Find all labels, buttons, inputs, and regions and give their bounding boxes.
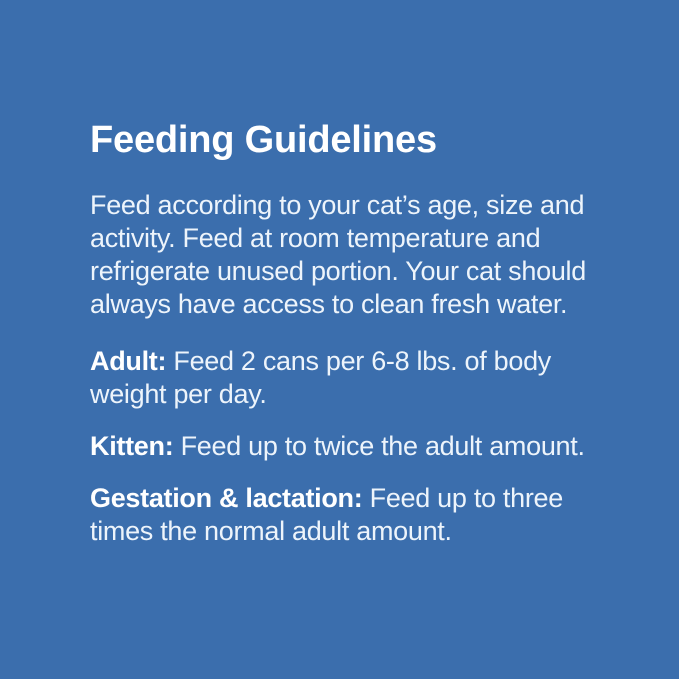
feeding-section-adult	[90, 345, 635, 411]
text-line: refrigerate unused portion. Your cat should	[90, 256, 586, 286]
feeding-section-kitten	[90, 430, 635, 463]
intro-text	[90, 189, 635, 321]
text-line: always have access to clean fresh water.	[90, 289, 568, 319]
text-line: times the normal adult amount.	[90, 516, 452, 546]
panel-content	[90, 120, 635, 567]
text-line: Feed according to your cat’s age, size and	[90, 190, 585, 220]
text-line: Feed up to three	[369, 483, 563, 513]
adult-label: Adult:	[90, 346, 167, 376]
feeding-section-gestation-lactation	[90, 482, 635, 548]
text-line: Feed 2 cans per 6-8 lbs. of body	[173, 346, 552, 376]
text-line: Feed up to twice the adult amount.	[180, 431, 585, 461]
gestation-lactation-label: Gestation & lactation:	[90, 483, 363, 513]
kitten-label: Kitten:	[90, 431, 174, 461]
page-title: Feeding Guidelines	[90, 119, 437, 161]
text-line: activity. Feed at room temperature and	[90, 223, 541, 253]
text-line: weight per day.	[90, 379, 267, 409]
